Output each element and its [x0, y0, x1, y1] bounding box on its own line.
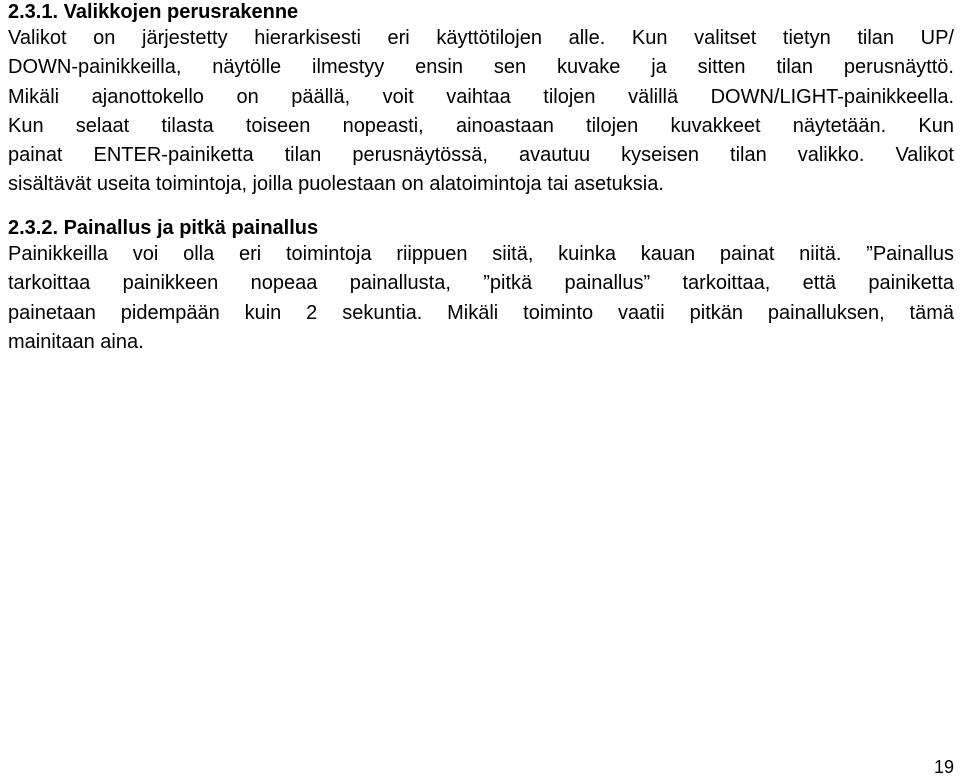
paragraph-line: DOWN-painikkeilla, näytölle ilmestyy ensin sen kuvake ja sitten tilan perusnäyttö. [8, 56, 954, 79]
paragraph-line: Kun selaat tilasta toiseen nopeasti, ainoastaan tilojen kuvakkeet näytetään. Kun [8, 114, 954, 137]
section-paragraph-painallus-ja-pitka-painallus [8, 240, 954, 357]
paragraph-line: tarkoittaa painikkeen nopeaa painallusta, ”pitkä painallus” tarkoittaa, että painiketta [8, 272, 954, 295]
section-heading-valikkojen-perusrakenne: 2.3.1. Valikkojen perusrakenne [8, 1, 299, 23]
paragraph-line: Valikot on järjestetty hierarkisesti eri käyttötilojen alle. Kun valitset tietyn tilan UP/ [8, 27, 954, 49]
paragraph-line: painat ENTER-painiketta tilan perusnäytössä, avautuu kyseisen tilan valikko. Valikot [8, 144, 954, 167]
paragraph-line: mainitaan aina. [8, 330, 144, 353]
paragraph-line: Mikäli ajanottokello on päällä, voit vaihtaa tilojen välillä DOWN/LIGHT-painikkeella. [8, 85, 954, 108]
section-heading-painallus-ja-pitka-painallus: 2.3.2. Painallus ja pitkä painallus [8, 217, 319, 239]
section-paragraph-valikkojen-perusrakenne [8, 24, 954, 200]
paragraph-line: painetaan pidempään kuin 2 sekuntia. Mikäli toiminto vaatii pitkän painalluksen, tämä [8, 301, 954, 324]
page-number: 19 [933, 757, 954, 777]
paragraph-line: Painikkeilla voi olla eri toimintoja riippuen siitä, kuinka kauan painat niitä. ”Painallus [8, 243, 954, 265]
paragraph-line: sisältävät useita toimintoja, joilla puolestaan on alatoimintoja tai asetuksia. [8, 173, 664, 196]
